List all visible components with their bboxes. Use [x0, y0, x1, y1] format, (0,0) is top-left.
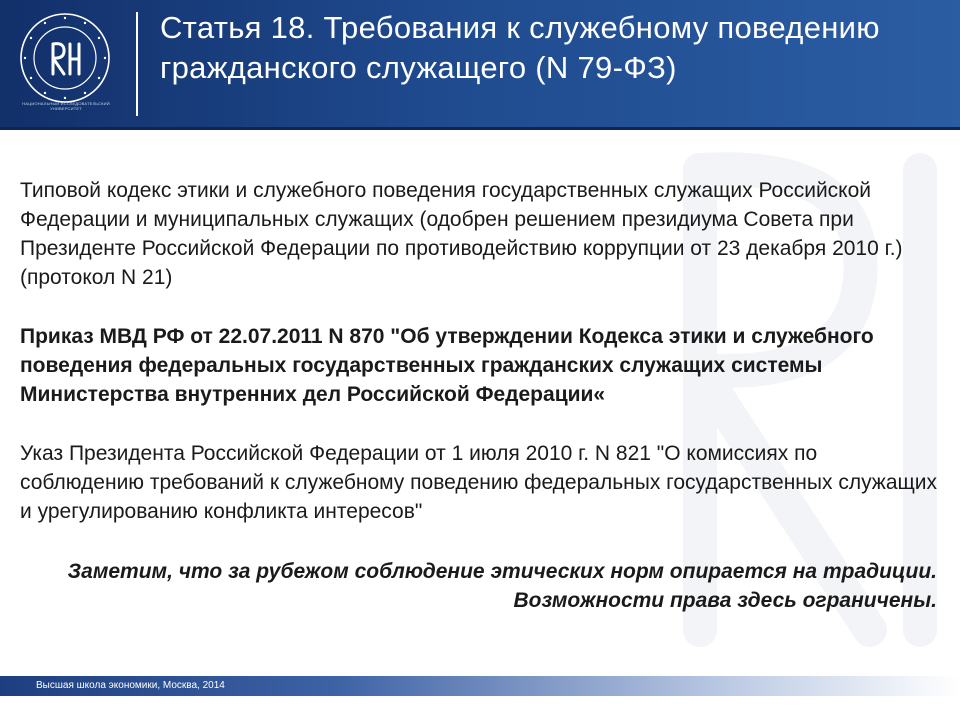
- logo-caption: НАЦИОНАЛЬНЫЙ ИССЛЕДОВАТЕЛЬСКИЙ УНИВЕРСИТЕТ: [22, 101, 110, 111]
- slide-header: [0, 0, 960, 130]
- slide-footer: [0, 676, 960, 696]
- header-divider: [136, 12, 138, 116]
- paragraph-presidential-decree: Указ Президента Российской Федерации от 1 июля 2010 г. N 821 "О комиссиях по соблюдению требований к служебному поведению федеральных государственных служащих и урегулированию конфликта интересов": [20, 442, 938, 523]
- paragraph-model-code: Типовой кодекс этики и служебного поведения государственных служащих Российской Федерации и муниципальных служащих (одобрен решением президиума Совета при Президенте Российской Федерации по противодействию коррупции от 23 декабря 2010 г.) (протокол N 21): [20, 179, 903, 289]
- slide-body: [20, 176, 945, 615]
- paragraph-conclusion: Заметим, что за рубежом соблюдение этических норм опирается на традиции. Возможности права здесь ограничены.: [67, 560, 937, 612]
- footer-text: Высшая школа экономики, Москва, 2014: [36, 680, 225, 691]
- hse-logo: [18, 12, 112, 110]
- slide-title: Статья 18. Требования к служебному поведению гражданского служащего (N 79-ФЗ): [160, 10, 880, 85]
- paragraph-mvd-order: Приказ МВД РФ от 22.07.2011 N 870 "Об утверждении Кодекса этики и служебного поведения федеральных государственных гражданских служащих системы Министерства внутренних дел Российской Федерации«: [20, 325, 874, 406]
